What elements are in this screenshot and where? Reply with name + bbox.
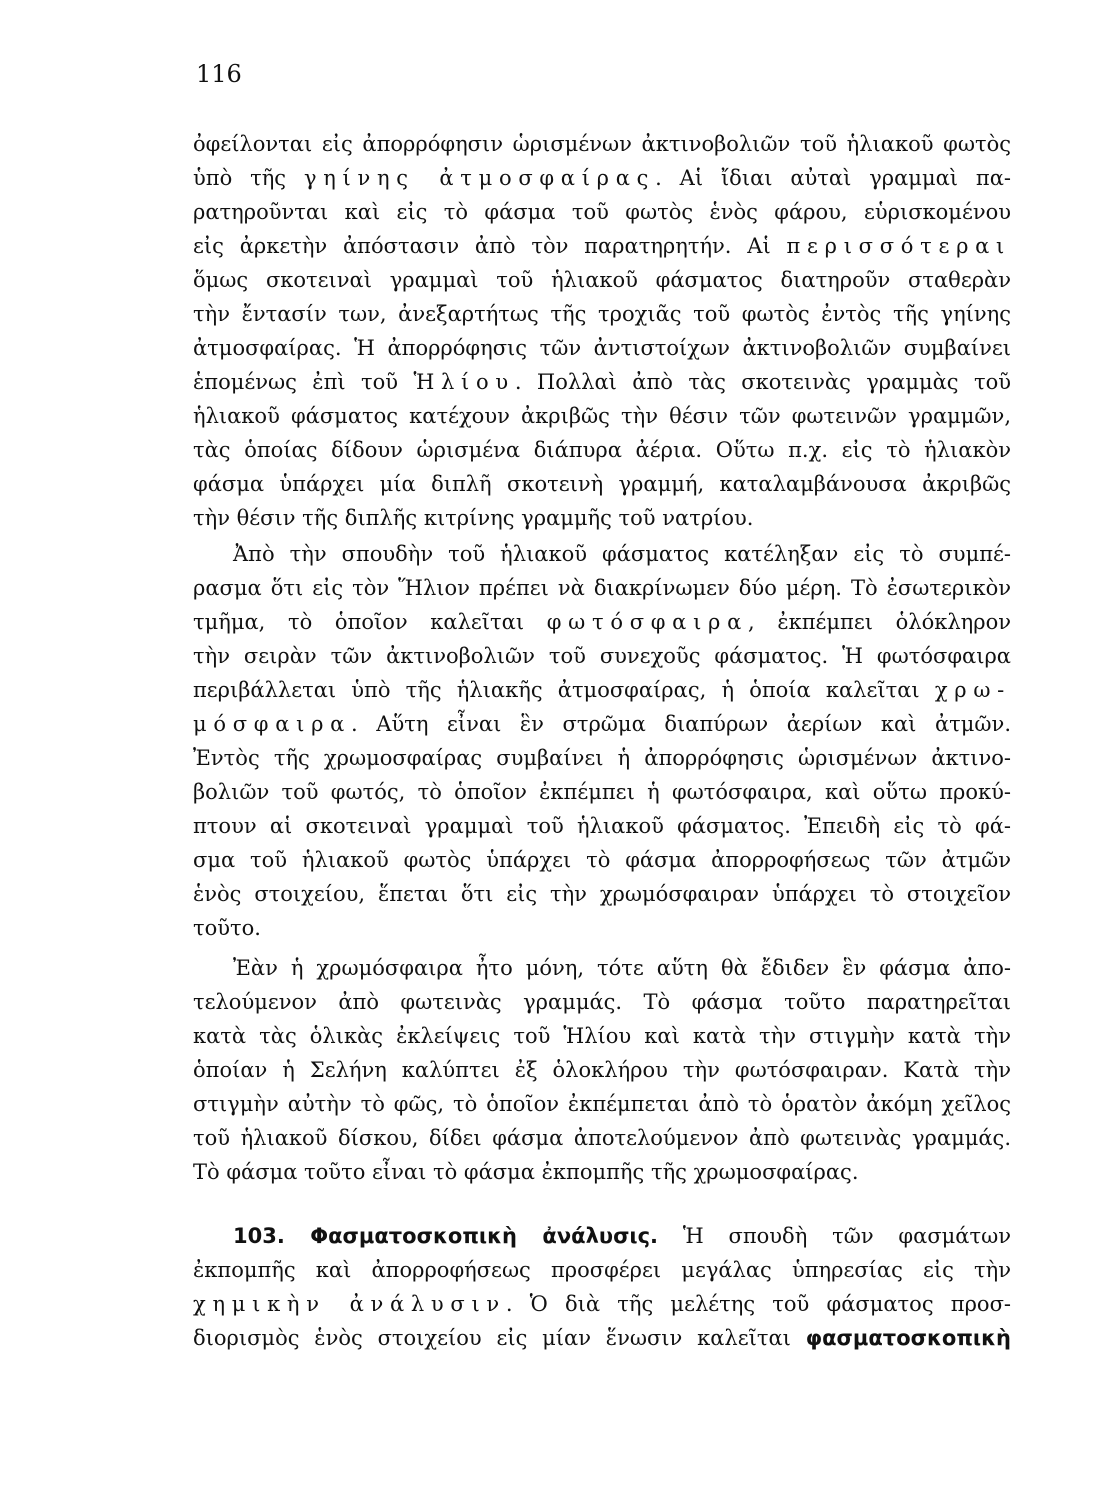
text-line [193,674,1011,706]
text-line [193,366,1011,398]
spaced-term: μόσφαιρα [193,712,352,736]
text-span: τμῆμα, τὸ ὁποῖον καλεῖται [193,610,525,634]
text-line: βολιῶν τοῦ φωτός, τὸ ὁποῖον ἐκπέμπει ἡ φωτόσφαιρα, καὶ οὕτω προκύ- [193,780,1011,804]
text-line: στιγμὴν αὐτὴν τὸ φῶς, τὸ ὁποῖον ἐκπέμπεται ἀπὸ τὸ ὁρατὸν ἀκόμη χεῖλος [193,1092,1011,1116]
text-line: ρασμα ὅτι εἰς τὸν Ἥλιον πρέπει νὰ διακρίνωμεν δύο μέρη. Τὸ ἐσωτερικὸν [193,576,1011,600]
spaced-term: χημικὴν ἀνάλυσιν [193,1292,506,1316]
spaced-term: περισσότεραι [786,234,1011,258]
text-line: ὁποίαν ἡ Σελήνη καλύπτει ἐξ ὁλοκλήρου τὴν φωτόσφαιραν. Κατὰ τὴν [193,1058,1011,1082]
section-heading-line [233,1220,1011,1252]
spaced-term: Ἡλίου [413,370,515,394]
text-line [193,606,1011,638]
text-line [193,230,1011,262]
text-line [193,1288,1011,1320]
text-span: Ἡ σπουδὴ τῶν φασμάτων [658,1224,1011,1248]
text-line [193,708,1011,740]
text-line: πτουν αἱ σκοτειναὶ γραμμαὶ τοῦ ἡλιακοῦ φάσματος. Ἐπειδὴ εἰς τὸ φά- [193,814,1011,838]
text-line: κατὰ τὰς ὁλικὰς ἐκλείψεις τοῦ Ἡλίου καὶ κατὰ τὴν στιγμὴν κατὰ τὴν [193,1024,1011,1048]
spaced-term: φωτόσφαιρα [546,610,748,634]
text-line: ἑνὸς στοιχείου, ἕπεται ὅτι εἰς τὴν χρωμόσφαιραν ὑπάρχει τὸ στοιχεῖον [193,882,1011,906]
text-line: Ἐὰν ἡ χρωμόσφαιρα ἦτο μόνη, τότε αὕτη θὰ ἔδιδεν ἓν φάσμα ἀπο- [233,956,1011,980]
bold-term: φασματοσκοπικὴ [805,1326,1011,1350]
text-line: Ἀπὸ τὴν σπουδὴν τοῦ ἡλιακοῦ φάσματος κατέληξαν εἰς τὸ συμπέ- [233,542,1011,566]
text-span: . Ὁ διὰ τῆς μελέτης τοῦ φάσματος προσ- [505,1292,1011,1316]
text-line: τὴν θέσιν τῆς διπλῆς κιτρίνης γραμμῆς τοῦ νατρίου. [193,506,754,530]
text-line: σμα τοῦ ἡλιακοῦ φωτὸς ὑπάρχει τὸ φάσμα ἀπορροφήσεως τῶν ἀτμῶν [193,848,1011,872]
text-line: ἐκπομπῆς καὶ ἀπορροφήσεως προσφέρει μεγάλας ὑπηρεσίας εἰς τὴν [193,1258,1011,1282]
text-span: εἰς ἀρκετὴν ἀπόστασιν ἀπὸ τὸν παρατηρητήν. Αἱ [193,234,771,258]
page-number: 116 [196,60,242,88]
text-line: φάσμα ὑπάρχει μία διπλῆ σκοτεινὴ γραμμή, καταλαμβάνουσα ἀκριβῶς [193,472,1011,496]
text-span: . Πολλαὶ ἀπὸ τὰς σκοτεινὰς γραμμὰς τοῦ [514,370,1011,394]
text-line: Ἐντὸς τῆς χρωμοσφαίρας συμβαίνει ἡ ἀπορρόφησις ὡρισμένων ἀκτινο- [193,746,1011,770]
text-line: τὴν ἔντασίν των, ἀνεξαρτήτως τῆς τροχιᾶς τοῦ φωτὸς ἐντὸς τῆς γηίνης [193,302,1011,326]
text-line: τοῦ ἡλιακοῦ δίσκου, δίδει φάσμα ἀποτελούμενον ἀπὸ φωτεινὰς γραμμάς. [193,1126,1011,1150]
text-line: ἡλιακοῦ φάσματος κατέχουν ἀκριβῶς τὴν θέσιν τῶν φωτεινῶν γραμμῶν, [193,404,1011,428]
text-span: , ἐκπέμπει ὁλόκληρον [748,610,1011,634]
text-line: τοῦτο. [193,916,261,940]
spaced-term: γηίνης ἀτμοσφαίρας [303,166,656,190]
text-line: ὅμως σκοτειναὶ γραμμαὶ τοῦ ἡλιακοῦ φάσματος διατηροῦν σταθερὰν [193,268,1011,292]
text-span: . Αὕτη εἶναι ἓν στρῶμα διαπύρων ἀερίων καὶ ἀτμῶν. [351,712,1011,736]
text-span: περιβάλλεται ὑπὸ τῆς ἡλιακῆς ἀτμοσφαίρας, ἡ ὁποία καλεῖται [193,678,920,702]
text-line [193,162,1011,194]
text-span: ὑπὸ τῆς [193,166,287,190]
text-span: διορισμὸς ἑνὸς στοιχείου εἰς μίαν ἕνωσιν καλεῖται [193,1326,791,1350]
text-line: τελούμενον ἀπὸ φωτεινὰς γραμμάς. Τὸ φάσμα τοῦτο παρατηρεῖται [193,990,1011,1014]
text-line: Τὸ φάσμα τοῦτο εἶναι τὸ φάσμα ἐκπομπῆς τῆς χρωμοσφαίρας. [193,1160,859,1184]
section-heading: 103. Φασματοσκοπικὴ ἀνάλυσις. [233,1224,659,1248]
text-span: . Αἱ ἴδιαι αὐταὶ γραμμαὶ πα- [655,166,1011,190]
text-line: ἀτμοσφαίρας. Ἡ ἀπορρόφησις τῶν ἀντιστοίχων ἀκτινοβολιῶν συμβαίνει [193,336,1011,360]
text-line: ὀφείλονται εἰς ἀπορρόφησιν ὡρισμένων ἀκτινοβολιῶν τοῦ ἡλιακοῦ φωτὸς [193,132,1011,156]
text-span: ἑπομένως ἐπὶ τοῦ [193,370,399,394]
text-line: τὴν σειρὰν τῶν ἀκτινοβολιῶν τοῦ συνεχοῦς φάσματος. Ἡ φωτόσφαιρα [193,644,1011,668]
text-line [193,1322,1011,1354]
text-line: τὰς ὁποίας δίδουν ὡρισμένα διάπυρα ἀέρια. Οὕτω π.χ. εἰς τὸ ἡλιακὸν [193,438,1011,462]
text-line: ρατηροῦνται καὶ εἰς τὸ φάσμα τοῦ φωτὸς ἑνὸς φάρου, εὑρισκομένου [193,200,1011,224]
spaced-term: χρω- [934,678,1011,702]
